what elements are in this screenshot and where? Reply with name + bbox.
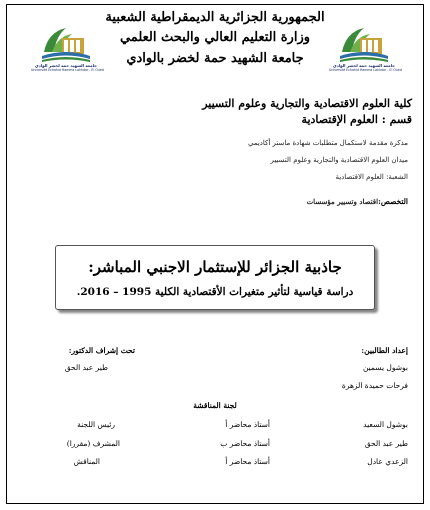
specialty-label: التخصص: [378,197,408,206]
ministry-title: وزارة التعليم العالي والبحث العلمي [119,30,311,45]
committee-member-2-name: طير عبد الحق [364,439,408,448]
thesis-title-sub: دراسة قياسية لتأثير متغيرات الأقتصادية الكلية 1995 – 2016. [76,286,354,298]
memo-line-3: الشعبة: العلوم الاقتصادية [335,173,408,181]
university-logo-left [31,22,104,72]
logo-right-caption-fr: Université Echahid Hamma Lakhdar - El Oued [329,68,402,72]
supervisor-name: طير عبد الحق [64,363,108,372]
supervisor-label: تحت إشراف الدكتور: [68,346,135,355]
memo-line-1: مذكرة مقدمة لاستكمال متطلبات شهادة ماستر أكاديمي [247,139,408,147]
committee-member-3-name: الزعدي عادل [367,457,408,466]
specialty-line [307,189,408,208]
university-logo-right [329,22,402,72]
logo-right-caption-ar: جامعة الشهيد حمة لخضر الوادي [333,63,395,68]
committee-member-2-rank: أستاذ محاضر ب [220,439,270,448]
logo-left-caption-ar: جامعة الشهيد حمة لخضر الوادي [35,63,97,68]
memo-line-2: ميدان العلوم الاقتصادية والتجارية وعلوم التسيير [270,156,408,164]
thesis-title-main: جاذبية الجزائر للإستثمار الاجنبي المباشر: [88,258,342,276]
thesis-title-box [55,245,375,310]
university-logo-left-icon [38,22,94,68]
specialty-value: اقتصاد وتسيير مؤسسات [306,197,379,206]
committee-member-3-role: المناقش [73,457,100,466]
committee-member-1-name: بوشول السعيد [363,420,408,429]
university-logo-right-icon [336,22,392,68]
logo-left-caption-fr: Université Echahid Hamma Lakhdar - El Oued [31,68,104,72]
committee-member-1-rank: أستاذ محاضر أ [225,420,270,429]
committee-member-1-role: رئيس اللجنة [77,420,115,429]
students-label: إعداد الطالبين: [361,346,408,355]
student-name-2: فرحات حميدة الزهرة [341,381,408,390]
department-name: قسم : العلوم الإقتصادية [301,113,412,126]
faculty-name: كلية العلوم الاقتصادية والتجارية وعلوم التسيير [202,97,412,110]
committee-member-2-role: المشرف (مقررا) [66,439,120,448]
committee-member-3-rank: أستاذ محاضر أ [225,457,270,466]
student-name-1: بوشول يسمين [362,363,408,372]
university-title: جامعة الشهيد حمة لخضر بالوادي [126,51,304,66]
committee-title: لجنة المناقشة [193,401,237,410]
republic-title: الجمهورية الجزائرية الديمقراطية الشعبية [105,10,325,25]
